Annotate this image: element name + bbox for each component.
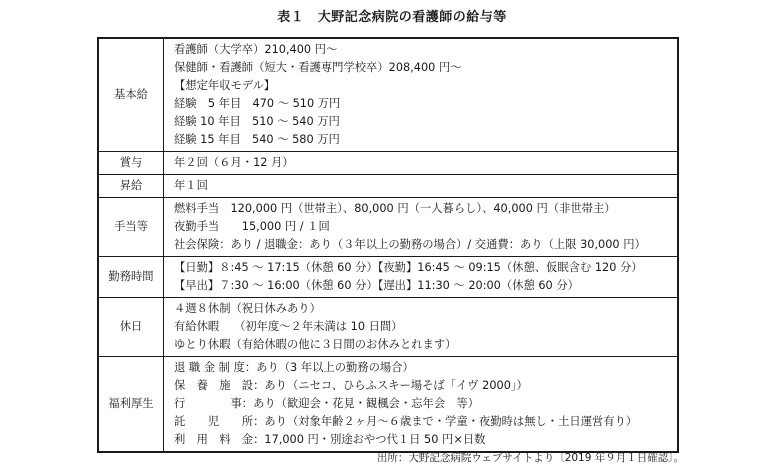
- row-content: [164, 38, 679, 152]
- row-header: 手当等: [98, 198, 164, 257]
- row-header: 休日: [98, 298, 164, 357]
- content-line: 行 事：あり（歓迎会・花見・観楓会・忘年会 等）: [174, 397, 480, 410]
- content-line: ４週８休制（祝日休みあり）: [174, 302, 321, 315]
- content-line: 保健師・看護師（短大・看護専門学校卒）208,400 円～: [174, 61, 462, 74]
- content-line: 【想定年収モデル】: [174, 79, 276, 92]
- content-line: 経験 5 年目 470 ～ 510 万円: [174, 97, 341, 110]
- salary-table: [97, 37, 679, 453]
- content-line: 【早出】７:30 ～ 16:00（休憩 60 分）【遅出】11:30 ～ 20:00（休憩 60 分）: [174, 279, 579, 292]
- source-note: 出所：大野記念病院ウェブサイトより〔2019 年９月１日確認〕。: [376, 452, 684, 464]
- content-line: 経験 10 年目 510 ～ 540 万円: [174, 115, 340, 128]
- table-row: [98, 298, 678, 357]
- content-line: 看護師（大学卒）210,400 円～: [174, 43, 338, 56]
- table-row: [98, 198, 678, 257]
- content-line: 【日勤】８:45 ～ 17:15（休憩 60 分）【夜勤】16:45 ～ 09:15（休憩、仮眠含む 120 分）: [174, 261, 643, 274]
- table-row: [98, 257, 678, 298]
- row-content: [164, 198, 679, 257]
- row-content: [164, 152, 679, 175]
- table-title: 表１ 大野記念病院の看護師の給与等: [277, 10, 507, 25]
- table-row: [98, 152, 678, 175]
- content-line: 年１回: [174, 179, 208, 192]
- row-content: [164, 357, 679, 453]
- table-row: [98, 175, 678, 198]
- content-line: 利 用 料 金：17,000 円・別途おやつ代１日 50 円×日数: [174, 433, 486, 446]
- row-content: [164, 298, 679, 357]
- content-line: 退 職 金 制 度：あり（3 年以上の勤務の場合）: [174, 361, 414, 374]
- content-line: 社会保険：あり / 退職金：あり（３年以上の勤務の場合）/ 交通費：あり（上限 30,000 円）: [174, 238, 646, 251]
- content-line: 有給休暇 （初年度～２年未満は 10 日間）: [174, 320, 403, 333]
- table-row: [98, 38, 678, 152]
- content-line: 燃料手当 120,000 円（世帯主）、80,000 円（一人暮らし）、40,000 円（非世帯主）: [174, 202, 616, 215]
- row-header: 基本給: [98, 38, 164, 152]
- row-header: 勤務時間: [98, 257, 164, 298]
- content-line: 年２回（６月・12 月）: [174, 156, 294, 169]
- row-header: 賞与: [98, 152, 164, 175]
- content-line: 経験 15 年目 540 ～ 580 万円: [174, 133, 340, 146]
- table-row: [98, 357, 678, 453]
- content-line: 夜勤手当 15,000 円 / １回: [174, 220, 330, 233]
- row-content: [164, 175, 679, 198]
- content-line: 保 養 施 設：あり（ニセコ、ひらふスキー場そば「イヴ 2000」）: [174, 379, 528, 392]
- salary-table-body: [98, 38, 678, 452]
- content-line: ゆとり休暇（有給休暇の他に３日間のお休みとれます）: [174, 338, 457, 351]
- row-content: [164, 257, 679, 298]
- row-header: 福利厚生: [98, 357, 164, 453]
- row-header: 昇給: [98, 175, 164, 198]
- content-line: 託 児 所：あり（対象年齢２ヶ月～６歳まで・学童・夜勤時は無し・土日運営有り）: [174, 415, 638, 428]
